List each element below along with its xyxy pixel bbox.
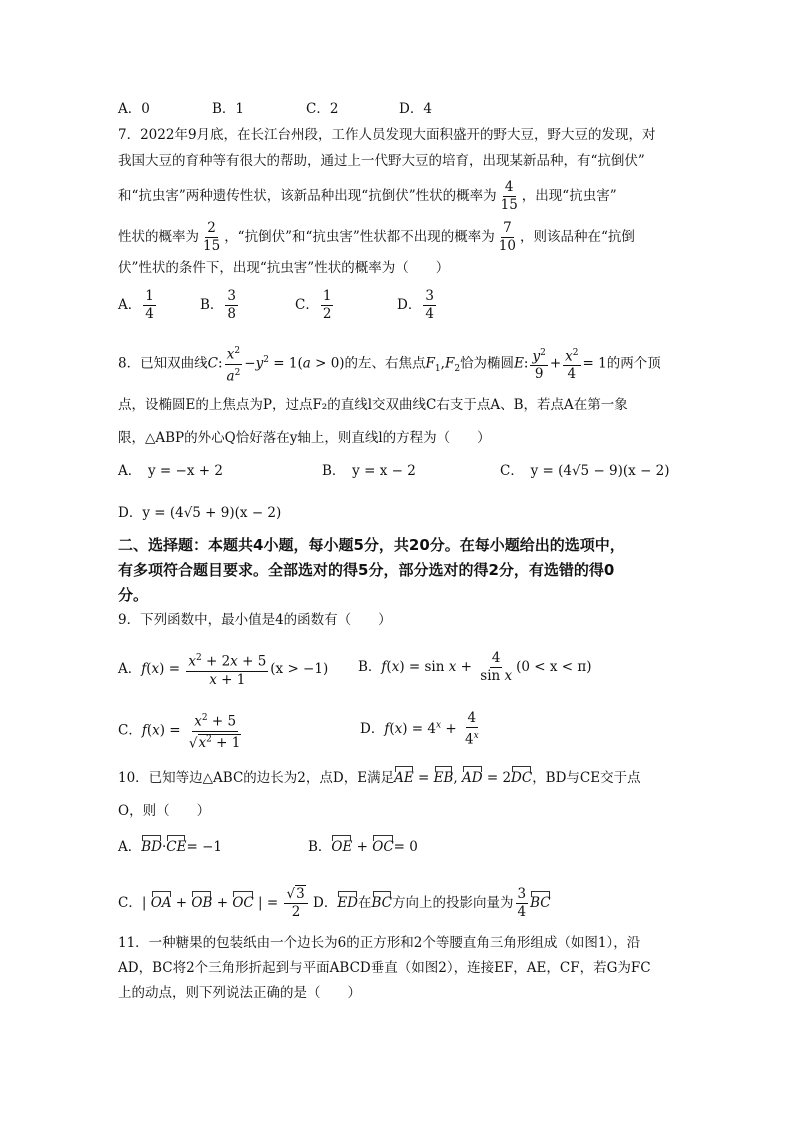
q9-option-d: D．$f(x) = 4^x$ + $\frac{4}{4^x}$ <box>360 710 479 748</box>
q9-option-b: B．f(x) = sin x + $\frac{4}{\text{sin x}}$ (0 < x < π) <box>358 650 592 684</box>
q10-option-d: D．ED在BC方向上的投影向量为 $\frac{3}{4}$ BC <box>313 886 551 920</box>
q8-line1: 8．已知双曲线C: $\frac{x^2}{a^2}$ $-y^2 = 1(a > 0)$的左、右焦点$F_1,F_2$恰为椭圆E: $\frac{y^2}{9}$ + $\frac{x^2}{4}$ = 1的两个顶 <box>118 343 661 385</box>
q7-line4: 性状的概率为 $\frac{2}{15}$ ，“抗倒伏”和“抗虫害”性状都不出现的概率为 $\frac{7}{10}$ ，则该品种在“抗倒 <box>118 220 635 254</box>
q6-option-d: D．4 <box>399 101 432 117</box>
q8-option-b: B． y = x − 2 <box>322 463 416 479</box>
q8-line2: 点，设椭圆E的上焦点为P，过点F₂的直线l交双曲线C右支于点A、B，若点A在第一象 <box>118 397 628 413</box>
q7-line1: 7．2022年9月底，在长江台州段，工作人员发现大面积盛开的野大豆，野大豆的发现，对 <box>118 127 656 143</box>
q7-option-b: B． $\frac{3}{8}$ <box>200 288 237 322</box>
q11-line3: 上的动点，则下列说法正确的是（ ） <box>118 985 361 1001</box>
q7-line5: 伏”性状的条件下，出现“抗虫害”性状的概率为（ ） <box>118 260 450 276</box>
q7-fraction-4-15: $\frac{4}{15}$ <box>500 179 518 213</box>
section2-heading-line1: 二、选择题：本题共4小题，每小题5分，共20分。在每小题给出的选项中， <box>118 536 625 554</box>
q6-option-c: C．2 <box>306 101 339 117</box>
q7-option-c: C． $\frac{1}{2}$ <box>295 288 332 322</box>
q10-option-c: C．| OA + OB + OC | = $\frac{√3}{2}$ <box>118 886 310 921</box>
section2-heading-line2: 有多项符合题目要求。全部选对的得5分，部分选对的得2分，有选错的得0 <box>118 561 615 579</box>
q10-option-b: B．OE + OC= 0 <box>308 839 418 855</box>
q6-option-a: A．0 <box>118 101 150 117</box>
q7-fraction-2-15: $\frac{2}{15}$ <box>203 220 221 254</box>
q6-option-b: B．1 <box>212 101 245 117</box>
q8-option-d: D．y = (4√5 + 9)(x − 2) <box>118 505 282 521</box>
q8-option-a: A． y = −x + 2 <box>118 463 223 479</box>
q8-option-c: C． y = (4√5 − 9)(x − 2) <box>500 463 670 479</box>
q8-line3: 限，△ABP的外心Q恰好落在y轴上，则直线l的方程为（ ） <box>118 430 491 446</box>
q9-option-c: C．f(x) = $\frac{x^2 + 5}{√x^2 + 1}$ <box>118 710 245 752</box>
q9-stem: 9．下列函数中，最小值是4的函数有（ ） <box>118 612 392 628</box>
q7-option-a: A． $\frac{1}{4}$ <box>118 288 154 322</box>
q7-option-d: D． $\frac{3}{4}$ <box>397 288 434 322</box>
q7-fraction-7-10: $\frac{7}{10}$ <box>498 220 516 254</box>
q7-line2: 我国大豆的育种等有很大的帮助，通过上一代野大豆的培育，出现某新品种，有“抗倒伏” <box>118 153 645 169</box>
q10-option-a: A．BD·CE= −1 <box>118 839 222 855</box>
q7-line3: 和“抗虫害”两种遗传性状，该新品种出现“抗倒伏”性状的概率为 $\frac{4}{15}$ ，出现“抗虫害” <box>118 179 617 213</box>
section2-heading-line3: 分。 <box>118 586 149 604</box>
q10-line1: 10．已知等边△ABC的边长为2，点D，E满足AE = EB, AD = 2DC，BD与CE交于点 <box>118 770 641 786</box>
q11-line1: 11．一种糖果的包装纸由一个边长为6的正方形和2个等腰直角三角形组成（如图1），沿 <box>118 935 641 951</box>
q9-option-a: A．f(x) = $\frac{x^2 + 2x + 5}{x + 1}$ (x > −1) <box>118 650 328 689</box>
q11-line2: AD，BC将2个三角形折起到与平面ABCD垂直（如图2），连接EF，AE，CF，若G为FC <box>118 960 651 976</box>
q10-line2: O，则（ ） <box>118 803 211 819</box>
